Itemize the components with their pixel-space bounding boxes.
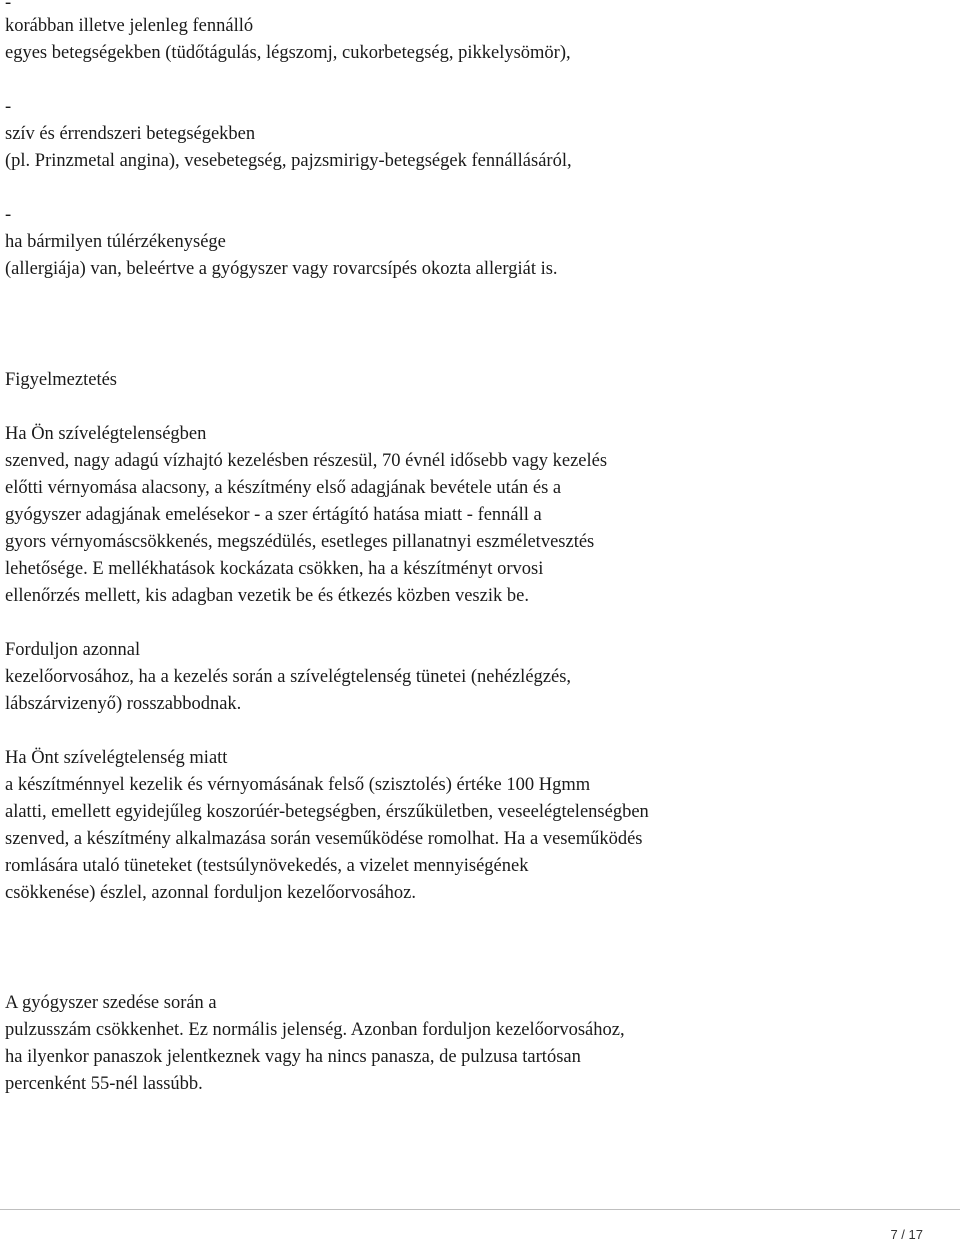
text-line: korábban illetve jelenleg fennálló — [5, 16, 254, 36]
text-line: percenként 55-nél lassúbb. — [5, 1074, 203, 1094]
footer-divider — [0, 1209, 960, 1210]
list-dash: - — [5, 97, 12, 117]
paragraph-lead: Ha Ön szívelégtelenségben — [5, 424, 207, 444]
text-line: gyors vérnyomáscsökkenés, megszédülés, esetleges pillanatnyi eszméletvesztés — [5, 532, 595, 552]
text-line: kezelőorvosához, ha a kezelés során a szívelégtelenség tünetei (nehézlégzés, — [5, 667, 572, 687]
text-line: alatti, emellett egyidejűleg koszorúér-betegségben, érszűkületben, veseelégtelenségben — [5, 802, 649, 822]
list-dash: - — [5, 205, 12, 225]
text-line: lábszárvizenyő) rosszabbodnak. — [5, 694, 242, 714]
text-line: (allergiája) van, beleértve a gyógyszer vagy rovarcsípés okozta allergiát is. — [5, 259, 558, 279]
text-line: a készítménnyel kezelik és vérnyomásának felső (szisztolés) értéke 100 Hgmm — [5, 775, 591, 795]
text-line: csökkenése) észlel, azonnal forduljon kezelőorvosához. — [5, 883, 416, 903]
paragraph-lead: A gyógyszer szedése során a — [5, 993, 217, 1013]
text-line: ha bármilyen túlérzékenysége — [5, 232, 226, 252]
text-line: szenved, a készítmény alkalmazása során veseműködése romolhat. Ha a veseműködés — [5, 829, 643, 849]
paragraph-lead: Forduljon azonnal — [5, 640, 141, 660]
text-line: lehetősége. E mellékhatások kockázata csökken, ha a készítményt orvosi — [5, 559, 544, 579]
text-line: ellenőrzés mellett, kis adagban vezetik be és étkezés közben veszik be. — [5, 586, 529, 606]
text-line: szív és érrendszeri betegségekben — [5, 124, 256, 144]
text-line: romlására utaló tüneteket (testsúlynövekedés, a vizelet mennyiségének — [5, 856, 529, 876]
text-line: egyes betegségekben (tüdőtágulás, légszomj, cukorbetegség, pikkelysömör), — [5, 43, 571, 63]
text-line: szenved, nagy adagú vízhajtó kezelésben részesül, 70 évnél idősebb vagy kezelés — [5, 451, 608, 471]
text-line: előtti vérnyomása alacsony, a készítmény első adagjának bevétele után és a — [5, 478, 562, 498]
text-line: (pl. Prinzmetal angina), vesebetegség, pajzsmirigy-betegségek fennállásáról, — [5, 151, 572, 171]
text-line: pulzusszám csökkenhet. Ez normális jelenség. Azonban forduljon kezelőorvosához, — [5, 1020, 625, 1040]
list-dash: - — [5, 0, 12, 13]
page-number: 7 / 17 — [890, 1227, 923, 1242]
section-heading: Figyelmeztetés — [5, 370, 117, 390]
paragraph-lead: Ha Önt szívelégtelenség miatt — [5, 748, 228, 768]
text-line: gyógyszer adagjának emelésekor - a szer értágító hatása miatt - fennáll a — [5, 505, 542, 525]
text-line: ha ilyenkor panaszok jelentkeznek vagy ha nincs panasza, de pulzusa tartósan — [5, 1047, 581, 1067]
